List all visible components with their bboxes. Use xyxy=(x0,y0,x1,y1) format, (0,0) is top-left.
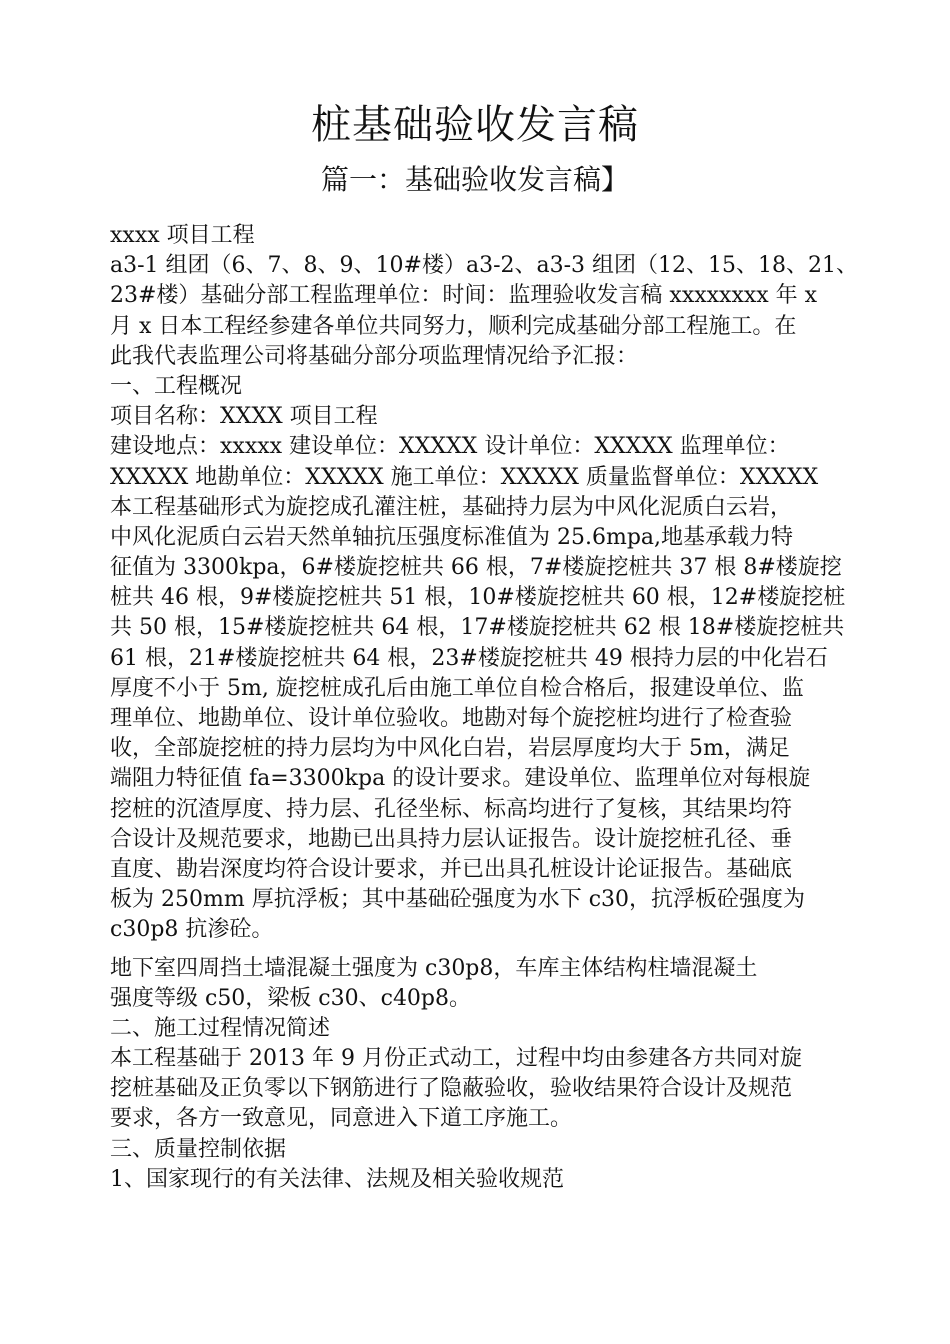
body-line: 本工程基础形式为旋挖成孔灌注桩，基础持力层为中风化泥质白云岩， xyxy=(110,494,793,520)
body-line: 此我代表监理公司将基础分部分项监理情况给予汇报： xyxy=(110,343,639,369)
body-line: 项目名称：XXXX 项目工程 xyxy=(110,404,378,430)
body-line: 端阻力特征值 fa=3300kpa 的设计要求。建设单位、监理单位对每根旋 xyxy=(110,766,811,792)
document-title: 桩基础验收发言稿 xyxy=(311,102,639,148)
document-subtitle: 篇一：基础验收发言稿】 xyxy=(320,163,629,196)
body-line: 厚度不小于 5m, 旋挖桩成孔后由施工单位自检合格后，报建设单位、监 xyxy=(110,675,804,701)
section-heading-overview: 一、工程概况 xyxy=(110,373,243,399)
body-line: 收，全部旋挖桩的持力层均为中风化白岩，岩层厚度均大于 5m，满足 xyxy=(110,736,790,762)
body-line: 挖桩的沉渣厚度、持力层、孔径坐标、标高均进行了复核，其结果均符 xyxy=(110,796,793,822)
body-line: 共 50 根，15#楼旋挖桩共 64 根，17#楼旋挖桩共 62 根 18#楼旋挖桩共 xyxy=(110,615,845,641)
body-line: 建设地点：xxxxx 建设单位：XXXXX 设计单位：XXXXX 监理单位： xyxy=(110,434,790,460)
body-line: 直度、勘岩深度均符合设计要求，并已出具孔桩设计论证报告。基础底 xyxy=(110,856,793,882)
body-line: 强度等级 c50，梁板 c30、c40p8。 xyxy=(110,985,472,1011)
document-body xyxy=(110,221,859,1195)
body-line: 挖桩基础及正负零以下钢筋进行了隐蔽验收，验收结果符合设计及规范 xyxy=(110,1076,793,1102)
body-line: 1、国家现行的有关法律、法规及相关验收规范 xyxy=(110,1166,564,1192)
body-line: 板为 250mm 厚抗浮板；其中基础砼强度为水下 c30，抗浮板砼强度为 xyxy=(110,887,806,913)
body-line: XXXXX 地勘单位：XXXXX 施工单位：XXXXX 质量监督单位：XXXXX xyxy=(110,464,819,490)
section-heading-basis: 三、质量控制依据 xyxy=(110,1136,287,1162)
body-line: 桩共 46 根，9#楼旋挖桩共 51 根，10#楼旋挖桩共 60 根，12#楼旋挖桩 xyxy=(110,585,846,611)
body-line: 征值为 3300kpa，6#楼旋挖桩共 66 根，7#楼旋挖桩共 37 根 8#楼旋挖 xyxy=(110,555,842,581)
body-line: 理单位、地勘单位、设计单位验收。地勘对每个旋挖桩均进行了检查验 xyxy=(110,706,793,731)
body-line: c30p8 抗渗砼。 xyxy=(110,917,274,943)
body-line: 61 根，21#楼旋挖桩共 64 根，23#楼旋挖桩共 49 根持力层的中化岩石 xyxy=(110,645,828,671)
body-line: 地下室四周挡土墙混凝土强度为 c30p8，车库主体结构柱墙混凝土 xyxy=(110,955,758,981)
body-line: 本工程基础于 2013 年 9 月份正式动工，过程中均由参建各方共同对旋 xyxy=(110,1046,802,1072)
body-line: a3-1 组团（6、7、8、9、10#楼）a3-2、a3-3 组团（12、15、18、21、 xyxy=(110,253,859,279)
body-line: 月 x 日本工程经参建各单位共同努力，顺利完成基础分部工程施工。在 xyxy=(110,313,797,339)
body-line: 23#楼）基础分部工程监理单位：时间：监理验收发言稿 xxxxxxxx 年 x xyxy=(110,283,818,309)
body-line: 要求，各方一致意见，同意进入下道工序施工。 xyxy=(110,1106,573,1132)
body-line: 中风化泥质白云岩天然单轴抗压强度标准值为 25.6mpa,地基承载力特 xyxy=(110,524,794,550)
body-line: xxxx 项目工程 xyxy=(110,223,255,248)
section-heading-process: 二、施工过程情况简述 xyxy=(110,1015,331,1041)
body-line: 合设计及规范要求，地勘已出具持力层认证报告。设计旋挖桩孔径、垂 xyxy=(110,826,793,852)
